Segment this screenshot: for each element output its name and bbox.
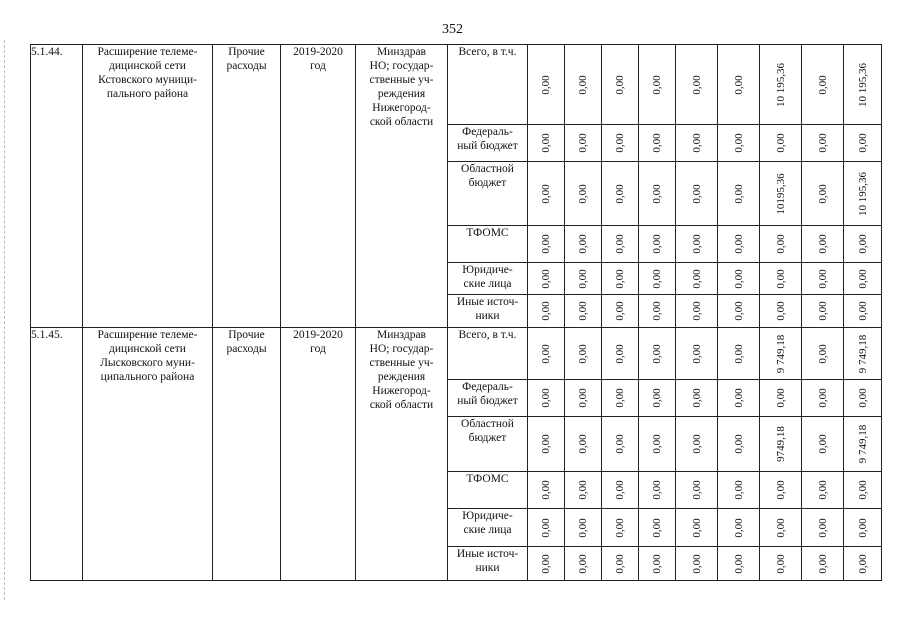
- amount-value: 0,00: [614, 480, 626, 500]
- amount-value: 0,00: [816, 234, 829, 254]
- amount-value: 0,00: [732, 343, 745, 364]
- amount-cell: [760, 295, 802, 328]
- amount-cell: [718, 125, 760, 162]
- item-name: Расширение телеме- дицинской сети Кстовского муници- пального района: [83, 45, 213, 328]
- amount-value: 0,00: [732, 268, 745, 289]
- amount-value: 0,00: [540, 301, 552, 321]
- amount-cell: [844, 417, 882, 472]
- amount-value: 0,00: [614, 133, 626, 153]
- amount-cell: [760, 226, 802, 263]
- amount-cell: [760, 509, 802, 547]
- amount-cell: [602, 509, 639, 547]
- amount-value: 0,00: [856, 517, 869, 538]
- amount-cell: [718, 295, 760, 328]
- amount-value: 0,00: [614, 234, 626, 254]
- amount-value: 0,00: [651, 234, 663, 254]
- amount-cell: [760, 45, 802, 125]
- funding-source: Иные источ- ники: [448, 295, 528, 328]
- amount-value: 9 749,18: [856, 334, 869, 373]
- funding-source: Федераль- ный бюджет: [448, 125, 528, 162]
- amount-cell: [565, 295, 602, 328]
- amount-cell: [676, 226, 718, 263]
- amount-value: 0,00: [816, 133, 829, 153]
- amount-value: 10 195,36: [774, 62, 787, 107]
- amount-value: 0,00: [577, 553, 589, 574]
- funding-source: Иные источ- ники: [448, 547, 528, 581]
- amount-cell: [639, 295, 676, 328]
- amount-value: 0,00: [577, 234, 589, 254]
- amount-value: 0,00: [651, 133, 663, 153]
- amount-value: 0,00: [651, 388, 663, 408]
- amount-cell: [676, 547, 718, 581]
- amount-cell: [528, 162, 565, 226]
- amount-cell: [639, 328, 676, 380]
- funding-source: Всего, в т.ч.: [448, 45, 528, 125]
- amount-cell: [718, 162, 760, 226]
- amount-value: 0,00: [732, 434, 745, 454]
- amount-cell: [718, 547, 760, 581]
- amount-cell: [602, 547, 639, 581]
- amount-value: 0,00: [690, 133, 703, 153]
- amount-cell: [676, 509, 718, 547]
- amount-value: 0,00: [540, 268, 552, 289]
- amount-cell: [639, 125, 676, 162]
- amount-cell: [528, 472, 565, 509]
- amount-cell: [844, 162, 882, 226]
- amount-value: 10 195,36: [856, 62, 869, 107]
- amount-cell: [565, 162, 602, 226]
- amount-value: 0,00: [577, 480, 589, 500]
- amount-value: 0,00: [732, 234, 745, 254]
- table-row: [31, 328, 882, 380]
- amount-cell: [602, 162, 639, 226]
- amount-cell: [760, 547, 802, 581]
- amount-cell: [565, 472, 602, 509]
- item-number: 5.1.44.: [31, 45, 83, 328]
- amount-value: 0,00: [690, 74, 703, 95]
- amount-cell: [676, 380, 718, 417]
- amount-cell: [802, 472, 844, 509]
- amount-value: 0,00: [614, 343, 626, 364]
- funding-source: ТФОМС: [448, 472, 528, 509]
- amount-cell: [602, 417, 639, 472]
- amount-cell: [639, 547, 676, 581]
- amount-value: 0,00: [856, 133, 869, 153]
- amount-value: 0,00: [774, 234, 787, 254]
- amount-value: 0,00: [614, 183, 626, 204]
- amount-cell: [639, 509, 676, 547]
- amount-cell: [639, 472, 676, 509]
- amount-value: 0,00: [651, 183, 663, 204]
- amount-value: 0,00: [540, 434, 552, 454]
- amount-cell: [802, 547, 844, 581]
- amount-value: 0,00: [614, 74, 626, 95]
- amount-cell: [760, 472, 802, 509]
- amount-cell: [844, 263, 882, 295]
- amount-value: 0,00: [816, 74, 829, 95]
- amount-cell: [565, 509, 602, 547]
- amount-value: 0,00: [732, 517, 745, 538]
- amount-value: 0,00: [774, 388, 787, 408]
- amount-cell: [760, 328, 802, 380]
- amount-cell: [676, 295, 718, 328]
- amount-value: 0,00: [856, 553, 869, 574]
- amount-value: 0,00: [732, 480, 745, 500]
- amount-cell: [528, 547, 565, 581]
- expense-type: Прочие расходы: [213, 328, 281, 581]
- amount-value: 0,00: [816, 343, 829, 364]
- table-row: [31, 45, 882, 125]
- amount-cell: [718, 417, 760, 472]
- item-executor: Минздрав НО; государ- ственные уч- реждения Нижегород- ской области: [356, 45, 448, 328]
- expense-type: Прочие расходы: [213, 45, 281, 328]
- amount-cell: [802, 380, 844, 417]
- amount-value: 0,00: [732, 74, 745, 95]
- amount-cell: [565, 328, 602, 380]
- amount-value: 0,00: [540, 343, 552, 364]
- amount-value: 0,00: [690, 183, 703, 204]
- amount-cell: [565, 417, 602, 472]
- amount-cell: [802, 328, 844, 380]
- amount-value: 0,00: [651, 268, 663, 289]
- amount-cell: [718, 226, 760, 263]
- amount-value: 0,00: [540, 388, 552, 408]
- amount-cell: [565, 226, 602, 263]
- amount-value: 0,00: [856, 268, 869, 289]
- amount-value: 0,00: [577, 268, 589, 289]
- amount-cell: [676, 472, 718, 509]
- amount-cell: [802, 263, 844, 295]
- amount-value: 0,00: [732, 301, 745, 321]
- amount-value: 9 749,18: [774, 334, 787, 373]
- amount-value: 0,00: [816, 480, 829, 500]
- amount-cell: [760, 417, 802, 472]
- scan-edge: [4, 40, 5, 600]
- amount-value: 0,00: [614, 434, 626, 454]
- amount-value: 0,00: [774, 480, 787, 500]
- amount-value: 0,00: [690, 343, 703, 364]
- amount-cell: [602, 328, 639, 380]
- amount-value: 0,00: [816, 183, 829, 204]
- funding-source: Областной бюджет: [448, 417, 528, 472]
- amount-value: 0,00: [540, 183, 552, 204]
- amount-cell: [718, 263, 760, 295]
- amount-cell: [602, 380, 639, 417]
- amount-value: 0,00: [651, 301, 663, 321]
- amount-value: 10195,36: [774, 172, 787, 215]
- amount-value: 0,00: [577, 183, 589, 204]
- amount-cell: [844, 472, 882, 509]
- amount-value: 0,00: [816, 388, 829, 408]
- amount-value: 0,00: [732, 553, 745, 574]
- amount-value: 0,00: [651, 553, 663, 574]
- amount-cell: [718, 328, 760, 380]
- budget-table: [30, 44, 882, 581]
- amount-value: 0,00: [577, 517, 589, 538]
- amount-cell: [528, 328, 565, 380]
- amount-cell: [602, 226, 639, 263]
- amount-value: 0,00: [690, 434, 703, 454]
- amount-cell: [528, 509, 565, 547]
- amount-value: 0,00: [690, 517, 703, 538]
- amount-value: 0,00: [690, 388, 703, 408]
- amount-value: 0,00: [614, 388, 626, 408]
- amount-value: 0,00: [856, 480, 869, 500]
- amount-cell: [639, 45, 676, 125]
- amount-value: 0,00: [540, 234, 552, 254]
- amount-cell: [802, 509, 844, 547]
- amount-value: 0,00: [856, 301, 869, 321]
- amount-value: 0,00: [816, 553, 829, 574]
- amount-value: 0,00: [651, 517, 663, 538]
- amount-cell: [844, 380, 882, 417]
- amount-cell: [802, 226, 844, 263]
- amount-cell: [718, 509, 760, 547]
- item-executor: Минздрав НО; государ- ственные уч- реждения Нижегород- ской области: [356, 328, 448, 581]
- amount-value: 0,00: [774, 133, 787, 153]
- amount-cell: [602, 125, 639, 162]
- amount-value: 0,00: [732, 133, 745, 153]
- amount-cell: [802, 162, 844, 226]
- amount-value: 0,00: [690, 301, 703, 321]
- amount-value: 0,00: [614, 268, 626, 289]
- amount-cell: [602, 263, 639, 295]
- funding-source: ТФОМС: [448, 226, 528, 263]
- item-period: 2019-2020 год: [281, 328, 356, 581]
- amount-value: 0,00: [577, 388, 589, 408]
- amount-value: 0,00: [540, 553, 552, 574]
- amount-cell: [676, 162, 718, 226]
- amount-value: 0,00: [651, 480, 663, 500]
- funding-source: Федераль- ный бюджет: [448, 380, 528, 417]
- amount-cell: [760, 125, 802, 162]
- amount-cell: [565, 125, 602, 162]
- amount-cell: [528, 417, 565, 472]
- amount-cell: [844, 295, 882, 328]
- amount-value: 0,00: [816, 301, 829, 321]
- amount-cell: [676, 263, 718, 295]
- amount-value: 0,00: [577, 133, 589, 153]
- amount-cell: [760, 380, 802, 417]
- amount-cell: [528, 263, 565, 295]
- amount-value: 9 749,18: [856, 424, 869, 464]
- amount-value: 0,00: [614, 301, 626, 321]
- amount-value: 0,00: [816, 434, 829, 454]
- funding-source: Всего, в т.ч.: [448, 328, 528, 380]
- amount-value: 0,00: [614, 553, 626, 574]
- amount-cell: [676, 45, 718, 125]
- item-period: 2019-2020 год: [281, 45, 356, 328]
- amount-cell: [676, 125, 718, 162]
- amount-cell: [639, 263, 676, 295]
- amount-value: 9749,18: [774, 426, 787, 462]
- amount-value: 0,00: [732, 183, 745, 204]
- amount-cell: [802, 45, 844, 125]
- amount-value: 0,00: [690, 268, 703, 289]
- amount-cell: [565, 547, 602, 581]
- amount-cell: [602, 295, 639, 328]
- amount-value: 0,00: [856, 234, 869, 254]
- amount-value: 0,00: [732, 388, 745, 408]
- amount-cell: [602, 45, 639, 125]
- amount-cell: [844, 509, 882, 547]
- amount-cell: [802, 417, 844, 472]
- amount-cell: [528, 226, 565, 263]
- amount-cell: [760, 162, 802, 226]
- amount-cell: [676, 417, 718, 472]
- amount-value: 0,00: [690, 553, 703, 574]
- amount-value: 10 195,36: [856, 171, 869, 216]
- amount-value: 0,00: [577, 434, 589, 454]
- amount-value: 0,00: [690, 480, 703, 500]
- amount-value: 0,00: [577, 343, 589, 364]
- page-number: 352: [442, 22, 463, 37]
- funding-source: Юридиче- ские лица: [448, 509, 528, 547]
- amount-cell: [528, 295, 565, 328]
- amount-value: 0,00: [540, 133, 552, 153]
- amount-cell: [718, 45, 760, 125]
- amount-value: 0,00: [774, 517, 787, 538]
- amount-value: 0,00: [577, 74, 589, 95]
- amount-cell: [760, 263, 802, 295]
- amount-cell: [844, 328, 882, 380]
- amount-cell: [565, 45, 602, 125]
- amount-cell: [528, 45, 565, 125]
- amount-cell: [718, 472, 760, 509]
- amount-cell: [802, 295, 844, 328]
- amount-cell: [844, 226, 882, 263]
- funding-source: Областной бюджет: [448, 162, 528, 226]
- amount-cell: [844, 125, 882, 162]
- amount-cell: [639, 226, 676, 263]
- amount-cell: [718, 380, 760, 417]
- amount-cell: [639, 417, 676, 472]
- amount-value: 0,00: [816, 268, 829, 289]
- amount-cell: [528, 380, 565, 417]
- amount-value: 0,00: [651, 343, 663, 364]
- amount-value: 0,00: [614, 517, 626, 538]
- amount-value: 0,00: [651, 74, 663, 95]
- amount-value: 0,00: [774, 268, 787, 289]
- amount-cell: [676, 328, 718, 380]
- funding-source: Юридиче- ские лица: [448, 263, 528, 295]
- amount-value: 0,00: [540, 480, 552, 500]
- amount-value: 0,00: [540, 517, 552, 538]
- amount-cell: [844, 45, 882, 125]
- amount-value: 0,00: [774, 301, 787, 321]
- amount-cell: [802, 125, 844, 162]
- amount-cell: [639, 162, 676, 226]
- amount-cell: [565, 263, 602, 295]
- amount-cell: [844, 547, 882, 581]
- amount-value: 0,00: [540, 74, 552, 95]
- amount-value: 0,00: [690, 234, 703, 254]
- item-name: Расширение телеме- дицинской сети Лысковского муни- ципального района: [83, 328, 213, 581]
- amount-value: 0,00: [816, 517, 829, 538]
- item-number: 5.1.45.: [31, 328, 83, 581]
- amount-cell: [602, 472, 639, 509]
- amount-cell: [639, 380, 676, 417]
- amount-cell: [528, 125, 565, 162]
- amount-value: 0,00: [856, 388, 869, 408]
- amount-value: 0,00: [774, 553, 787, 574]
- amount-value: 0,00: [651, 434, 663, 454]
- amount-cell: [565, 380, 602, 417]
- amount-value: 0,00: [577, 301, 589, 321]
